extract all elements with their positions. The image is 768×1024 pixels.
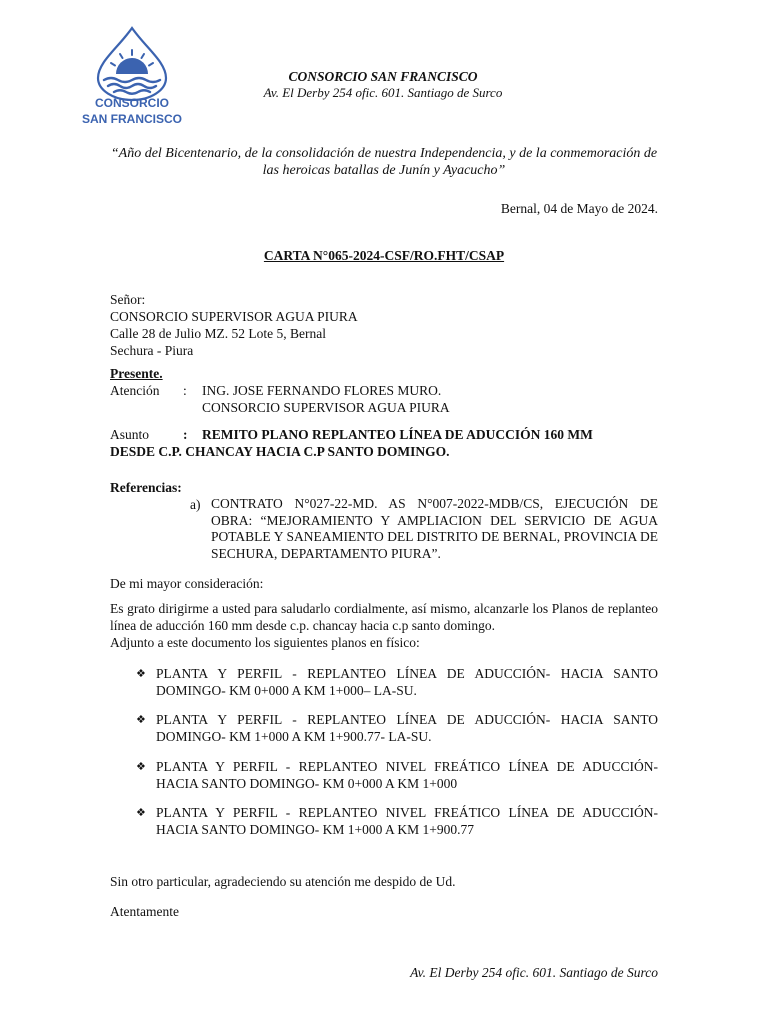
subject-label: Asunto <box>110 427 150 442</box>
subject-line-1: REMITO PLANO REPLANTEO LÍNEA DE ADUCCIÓN 160 MM <box>202 427 593 442</box>
presente-label: Presente. <box>110 366 163 381</box>
diamond-bullet-icon: ❖ <box>136 806 146 819</box>
diamond-bullet-icon: ❖ <box>136 713 146 726</box>
greeting: De mi mayor consideración: <box>110 576 264 591</box>
diamond-bullet-icon: ❖ <box>136 667 146 680</box>
reference-letter: a) <box>190 497 201 512</box>
body-paragraph: Es grato dirigirme a usted para saludarlo cordialmente, así mismo, alcanzarle los Planos de replanteo línea de aducción 160 mm desde c.p. chancay hacia c.p santo domingo. <box>110 601 658 633</box>
recipient-line: Sechura - Piura <box>110 343 194 358</box>
recipient-line: CONSORCIO SUPERVISOR AGUA PIURA <box>110 309 358 324</box>
plan-item-text: PLANTA Y PERFIL - REPLANTEO NIVEL FREÁTICO LÍNEA DE ADUCCIÓN- HACIA SANTO DOMINGO- KM 1+000 A KM 1+900.77 <box>156 805 658 837</box>
recipient-block <box>110 291 658 359</box>
plan-item-text: PLANTA Y PERFIL - REPLANTEO LÍNEA DE ADUCCIÓN- HACIA SANTO DOMINGO- KM 1+000 A KM 1+900.77- LA-SU. <box>156 712 658 744</box>
attachment-intro: Adjunto a este documento los siguientes planos en físico: <box>110 635 420 650</box>
company-name: CONSORCIO SAN FRANCISCO <box>288 69 478 84</box>
attention-name: ING. JOSE FERNANDO FLORES MURO. <box>202 383 442 398</box>
footer-address: Av. El Derby 254 ofic. 601. Santiago de Surco <box>410 965 658 980</box>
water-drop-sun-icon <box>78 26 186 102</box>
attention-block <box>110 365 658 416</box>
reference-text: CONTRATO N°027-22-MD. AS N°007-2022-MDB/CS, EJECUCIÓN DE OBRA: “MEJORAMIENTO Y AMPLIACION DEL SERVICIO DE AGUA POTABLE Y SANEAMIENTO DEL DISTRITO DE BERNAL, PROVINCIA DE SECHURA, DEPARTAMENTO PIURA”. <box>211 496 658 561</box>
letter-reference-number: CARTA N°065-2024-CSF/RO.FHT/CSAP <box>263 248 505 263</box>
closing-sentence: Sin otro particular, agradeciendo su atención me despido de Ud. <box>110 874 456 889</box>
subject-block <box>110 426 658 460</box>
motto: “Año del Bicentenario, de la consolidación de nuestra Independencia, y de la conmemoración de las heroicas batallas de Junín y Ayacucho” <box>110 146 658 178</box>
plan-item-text: PLANTA Y PERFIL - REPLANTEO NIVEL FREÁTICO LÍNEA DE ADUCCIÓN- HACIA SANTO DOMINGO- KM 0+000 A KM 1+000 <box>156 759 658 791</box>
subject-colon: : <box>183 427 188 442</box>
subject-line-2: DESDE C.P. CHANCAY HACIA C.P SANTO DOMINGO. <box>110 444 450 459</box>
references-block <box>110 479 658 561</box>
salutation: Señor: <box>110 292 146 307</box>
plan-item-text: PLANTA Y PERFIL - REPLANTEO LÍNEA DE ADUCCIÓN- HACIA SANTO DOMINGO- KM 0+000 A KM 1+000– LA-SU. <box>156 666 658 698</box>
attention-colon: : <box>183 383 187 398</box>
logo-line-1: CONSORCIO <box>94 96 169 110</box>
recipient-line: Calle 28 de Julio MZ. 52 Lote 5, Bernal <box>110 326 326 341</box>
attention-company: CONSORCIO SUPERVISOR AGUA PIURA <box>202 400 450 415</box>
attention-label: Atención <box>110 383 160 398</box>
signoff: Atentamente <box>110 904 179 919</box>
references-label: Referencias: <box>110 480 182 495</box>
logo-line-2: SAN FRANCISCO <box>81 112 182 126</box>
letter-date: Bernal, 04 de Mayo de 2024. <box>500 201 658 216</box>
company-address: Av. El Derby 254 ofic. 601. Santiago de Surco <box>263 85 503 100</box>
company-logo <box>78 26 186 130</box>
diamond-bullet-icon: ❖ <box>136 760 146 773</box>
